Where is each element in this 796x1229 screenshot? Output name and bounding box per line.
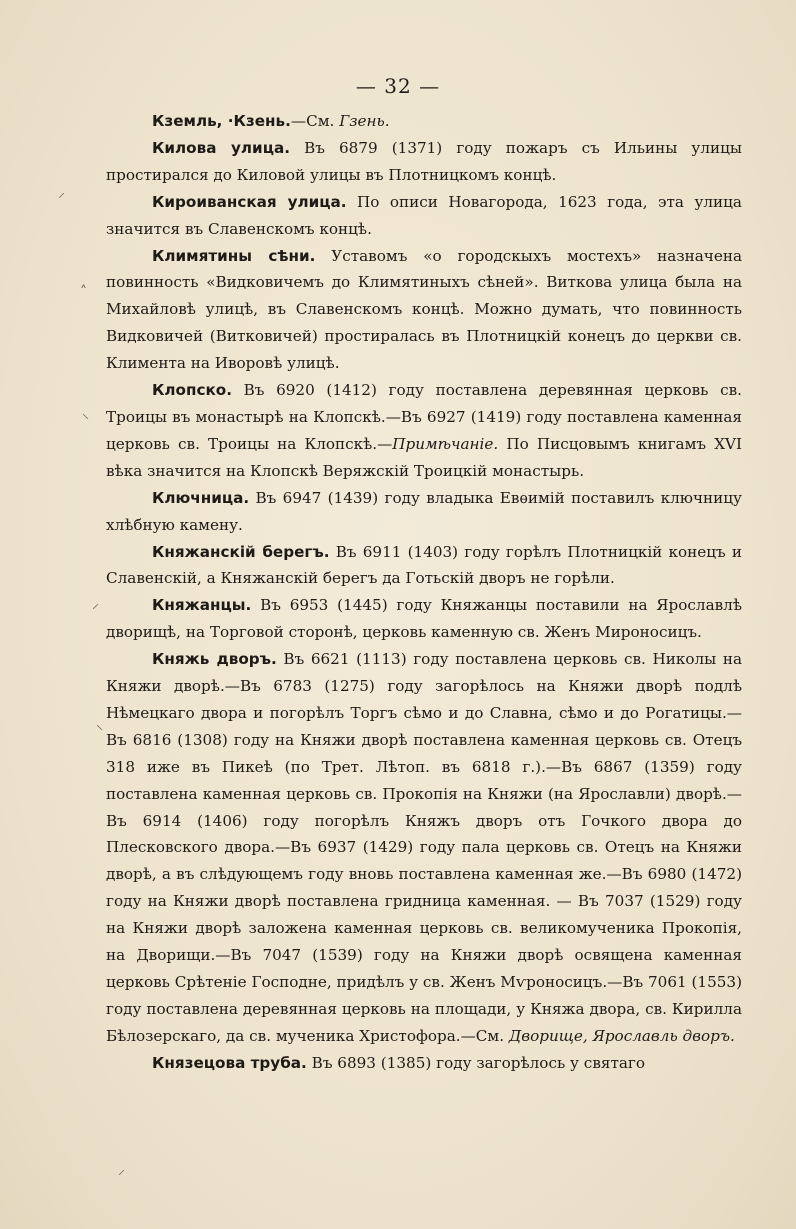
entry-text: Въ 6621 (1113) году поставлена церковь св. Николы на Княжи дворѣ.—Въ 6783 (1275) году загорѣлось на Княжи дворѣ подлѣ Нѣмецкаго двора и погорѣлъ Торгъ сѣмо и до Славна, сѣмо и до Рогатицы.—Въ 6816 (1308) году на Княжи дворѣ поставлена каменная церковь св. Отецъ 318 иже въ Пикеѣ (по Трет. Лѣтоп. въ 6818 г.).—Въ 6867 (1359) году поставлена каменная церковь св. Прокопія на Княжи (на Ярославли) дворѣ.—Въ 6914 (1406) году погорѣлъ Княжъ дворъ отъ Гочкого двора до Плесковского двора.—Въ 6937 (1429) году пала церковь св. Отецъ на Княжи дворѣ, а въ слѣдующемъ году вновь поставлена каменная же.—Въ 6980 (1472) году на Княжи дворѣ поставлена гридница каменная. — Въ 7037 (1529) году на Княжи дворѣ заложена каменная церковь св. великомученика Прокопія, на Дворищи.—Въ 7047 (1539) году на Княжи дворѣ освящена каменная церковь Срѣтеніе Господне, придѣлъ у св. Женъ Мѵроносицъ.—Въ 7061 (1553) году поставлена деревянная церковь на площади, у Княжа двора, св. Кирилла Бѣлозерскаго, да св. мученика Христофора.—См. [106, 650, 742, 1045]
entry-klopsko [106, 377, 742, 485]
margin-mark: ⸝ [118, 1162, 125, 1178]
entry-head: Кземль, ·Кзень. [152, 112, 291, 130]
entry-text: Въ 6893 (1385) году загорѣлось у святаго [306, 1053, 646, 1072]
page-number: — 32 — [355, 74, 441, 98]
entry-head: Килова улица. [152, 138, 290, 157]
entry-head: Княжанскій берегъ. [152, 542, 330, 561]
margin-mark: ⸝ [58, 185, 65, 201]
margin-mark: ˄ [80, 284, 87, 300]
entry-head: Ключница. [152, 488, 250, 507]
entry-text: Въ 6947 (1439) году владыка Евѳимій поставилъ ключницу хлѣбную камену. [106, 488, 742, 534]
entry-head: Княжь дворъ. [152, 650, 277, 669]
entry-head: Князецова труба. [152, 1053, 307, 1072]
entry-text: По описи Новагорода, 1623 года, эта улица значится въ Славенскомъ концѣ. [106, 192, 742, 238]
entry-kiroivanskaya [106, 189, 742, 243]
entry-text: Въ 6953 (1445) году Княжанцы поставили на Ярославлѣ дворищѣ, на Торговой сторонѣ, церковь каменную св. Женъ Мироносицъ. [106, 596, 742, 642]
entry-kilova [106, 135, 742, 189]
entry-head: Княжанцы. [152, 596, 252, 615]
entry-klimyatiny [106, 243, 742, 378]
entry-text-tail: По Писцовымъ книгамъ XVI вѣка значится на Клопскѣ Веряжскій Троицкій монастырь. [106, 434, 742, 480]
entry-ref: Гзень. [339, 112, 390, 130]
entry-klyuchnitsa [106, 485, 742, 539]
entry-text: Въ 6920 (1412) году поставлена деревянная церковь св. Троицы въ монастырѣ на Клопскѣ.—Въ 6927 (1419) году поставлена каменная церковь св. Троицы на Клопскѣ.— [106, 381, 742, 453]
entry-ref: Дворище, Ярославль дворъ. [508, 1026, 735, 1045]
margin-mark: ⸜ [82, 406, 89, 422]
entry-knyazhanskiy-bereg [106, 539, 742, 593]
entry-knyazetsova-truba [106, 1050, 742, 1077]
text-body [106, 108, 742, 1077]
margin-mark: ⸜ [96, 717, 103, 733]
entry-head: Климятины сѣни. [152, 246, 316, 265]
entry-text: Въ 6911 (1403) году горѣлъ Плотницкій конецъ и Славенскій, а Княжанскій берегъ да Готьскій дворъ не горѣли. [106, 542, 743, 588]
entry-head: Кироиванская улица. [152, 192, 347, 211]
entry-text: Въ 6879 (1371) году пожаръ съ Ильины улицы простирался до Киловой улицы въ Плотницкомъ концѣ. [106, 138, 742, 184]
entry-text: Уставомъ «о городскыхъ мостехъ» назначена повинность «Видковичемъ до Климятиныхъ сѣней». Виткова улица была на Михайловѣ улицѣ, въ Славенскомъ концѣ. Можно думать, что повинность Видковичей (Витковичей) простиралась въ Плотницкій конецъ до церкви св. Климента на Иворовѣ улицѣ. [106, 246, 743, 373]
margin-mark: ⸝ [92, 596, 99, 612]
entry-text: —См. [290, 112, 340, 130]
entry-knyazhantsy [106, 592, 742, 646]
entry-knyazh-dvor [106, 646, 742, 1050]
entry-kzeml [106, 108, 742, 135]
entry-ref: Примѣчаніе. [392, 434, 499, 453]
entry-head: Клопско. [152, 381, 232, 400]
